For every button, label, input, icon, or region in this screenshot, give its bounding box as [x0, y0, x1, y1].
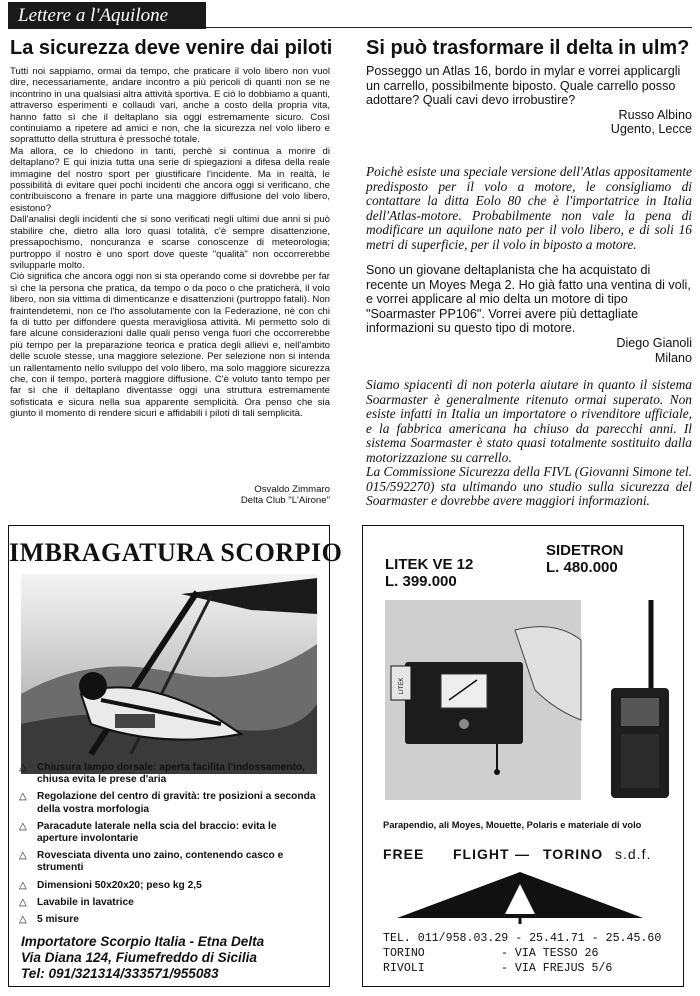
ad-scorpio [8, 525, 343, 987]
brand-flight: FLIGHT [453, 846, 510, 862]
contact-block [383, 931, 677, 976]
feature-item: △ Dimensioni 50x20x20; peso kg 2,5 [19, 879, 202, 891]
letter-2-text: Sono un giovane deltaplanista che ha acquistato di recente un Moyes Mega 2. Ho già fatto una ventina di voli, e vorrei applicare al mio delta un motore di tipo "Soarmaster PP106". Vorrei avere più dettagliate informazioni su questo tipo di motore. [366, 263, 691, 336]
triangle-bullet-icon: △ [19, 820, 27, 832]
letter-2 [366, 263, 692, 365]
ad-freeflight [362, 525, 684, 987]
left-article-title: La sicurezza deve venire dai piloti [10, 37, 333, 59]
address-city: RIVOLI [383, 962, 425, 975]
product-1-price: L. 399.000 [385, 573, 457, 590]
brand-torino: TORINO [543, 846, 604, 862]
harness-photo-art [21, 574, 317, 774]
harness-photo [21, 574, 317, 774]
reply-2 [366, 378, 692, 509]
triangle-bullet-icon: △ [19, 850, 27, 862]
delta-wing-icon [395, 870, 645, 926]
paragraph: Dall'analisi degli incidenti che si sono verificati negli ultimi due anni si può stabilire che, dietro alla loro quasi totalità, c'è sempre disattenzione, pressapochismo, noncuranza e scarse conoscenze di meteorologia; purtroppo il nostro è uno sport dove queste "qualità" non occorrerebbe svilupparle molto. [10, 214, 330, 271]
product-2-name: SIDETRON [546, 542, 624, 559]
address-street: - VIA TESSO 26 [501, 947, 599, 960]
letter-2-name: Diego Gianoli [616, 335, 692, 350]
signature-name: Osvaldo Zimmaro [254, 484, 330, 495]
ad-scorpio-importer [21, 934, 321, 982]
product-2-price: L. 480.000 [546, 559, 618, 576]
address-line [383, 961, 677, 976]
paragraph: Ciò significa che ancora oggi non si sta operando come si dovrebbe per far sì che la persona che pratica, da tempo o da poco o che praticherà, il volo libero, non sia vittima di dimenticanze e disattenzioni (purtroppo fatali). Non fraintendetemi, non ce l'ho assolutamente con la Federazione, nè con chi fa di tutto per diffondere questa meravigliosa attività. Mi permetto solo di fare alcune considerazioni dalle quali penso venga fuori che occorrerebbe più tempo per la preparazione teorica e pratica degli allievi e, nell'ambito delle scuole stesse, una maggiore selezione. Per selezione non si intenda un rallentamento nello sviluppo del volo libero, ma solo maggiore sicurezza che, con il tempo, porterà maggiore diffusione. C'è voluto tanto tempo per far sì che il deltaplano diventasse oggi una struttura estremamente sofisticata e sicura nella sua apparente semplicità. Ora penso che sia giunto il momento di rendere sicuri e affidabili i piloti di tali semplicità. [10, 271, 330, 420]
triangle-bullet-icon: △ [19, 896, 27, 908]
triangle-bullet-icon: △ [19, 762, 27, 773]
product-1 [385, 556, 473, 590]
letter-1-name: Russo Albino [618, 107, 692, 122]
ad-scorpio-title: IMBRAGATURA SCORPIO [9, 538, 343, 567]
address-city: TORINO [383, 947, 425, 960]
product-2 [546, 542, 624, 576]
brand-free: FREE [383, 846, 425, 862]
paragraph: Ma allora, ce lo chiedono in tanti, perchè si continua a morire di deltaplano? E qui inizia tutta una serie di spiegazioni a difesa della reale immagine del nostro sport per giustificare l'incidente. Ma in realtà, le possibilità di evitare quei pochi incidenti che ancora oggi si verificano, che contribuiscono a frenare in parte una maggiore diffusione del volo libero, esistono? [10, 145, 330, 214]
tel-line: TEL. 011/958.03.29 - 25.41.71 - 25.45.60 [383, 932, 662, 945]
paragraph: Tutti noi sappiamo, ormai da tempo, che praticare il volo libero non vuol dire, necessariamente, andare incontro a più pericoli di quanti non se ne incontrino in una qualsiasi altra attività sportiva. E ciò lo dobbiamo a quanti, attraverso esperimenti e collaudi vari, anche a costo della propria vita, hanno fatto sì che il deltaplano sia oggi estremamente sicuro. Così continuiamo a ripetere ad amici e non, che la sicurezza nel volo libero e soprattutto della struttura è pressoché totale. [10, 66, 330, 146]
feature-item: △ Lavabile in lavatrice [19, 896, 134, 908]
ad-tagline: Parapendio, ali Moyes, Mouette, Polaris e materiale di volo [383, 820, 642, 830]
letter-1-text: Posseggo un Atlas 16, bordo in mylar e vorrei applicargli un carrello, possibilmente biposto. Quale carrello posso adottare? Quali cavi devo irrobustire? [366, 64, 681, 108]
feature-item: △ 5 misure [19, 914, 79, 926]
left-article-signature [10, 484, 330, 507]
address-line [383, 946, 677, 961]
importer-line: Via Diana 124, Fiumefreddo di Sicilia [21, 950, 257, 965]
header-rule [206, 27, 692, 28]
left-article-body [10, 66, 330, 420]
feature-item: △ Regolazione del centro di gravità: tre posizioni a seconda della vostra morfologia [19, 791, 316, 815]
products-photo [385, 600, 679, 802]
triangle-bullet-icon: △ [19, 879, 27, 891]
signature-club: Delta Club "L'Airone" [240, 495, 330, 507]
triangle-bullet-icon: △ [19, 791, 27, 803]
product-1-name: LITEK VE 12 [385, 556, 474, 573]
section-header: Lettere a l'Aquilone [8, 2, 206, 29]
reply-1: Poichè esiste una speciale versione dell'Atlas appositamente predisposto per il volo a motore, le consigliamo di contattare la ditta Eolo 80 che è l'importatrice in Italia dell'Atlas-motore. Probabilmente non vale la pena di modificare un aquilone nato per il volo libero, e di soli 16 metri di superficie, per il volo in biposto a motore. [366, 164, 692, 252]
feature-item: △ Chiusura lampo dorsale: aperta facilita l'indossamento, chiusa evita le prese d'aria [19, 762, 305, 786]
brand-name [383, 846, 665, 866]
brand-dash: — [515, 846, 530, 862]
brand-logo [395, 870, 645, 926]
reply-2-part-b: La Commissione Sicurezza della FIVL (Giovanni Simone tel. 015/592270) sta ultimando uno studio sulla sicurezza del Soarmaster e dovrebbe avere maggiori informazioni. [366, 464, 692, 508]
feature-item: △ Paracadute laterale nella scia del braccio: evita le aperture involontarie [19, 820, 277, 845]
triangle-bullet-icon: △ [19, 914, 27, 926]
ad-scorpio-features [19, 762, 319, 931]
brand-sdf: s.d.f. [615, 846, 652, 862]
reply-2-part-a: Siamo spiacenti di non poterla aiutare in quanto il sistema Soarmaster è generalmente ritenuto ormai superato. Non esiste infatti in Italia un importatore o rivenditore ufficiale, e la fabbrica americana ha chiuso da parecchi anni. Il sistema Soarmaster è stato quasi totalmente sostituito dalla motorizzazione su carrello. [366, 377, 692, 465]
feature-item: △ Rovesciata diventa uno zaino, contenendo casco e strumenti [19, 850, 284, 874]
device-label: LITEK [399, 677, 405, 695]
letter-1 [366, 64, 692, 137]
right-article-title: Si può trasformare il delta in ulm? [366, 37, 690, 59]
importer-line: Tel: 091/321314/333571/955083 [21, 966, 219, 981]
importer-line: Importatore Scorpio Italia - Etna Delta [21, 934, 265, 949]
letter-1-place: Ugento, Lecce [610, 122, 692, 137]
products-photo-art [385, 600, 679, 802]
letter-2-place: Milano [654, 350, 692, 365]
address-street: - VIA FREJUS 5/6 [501, 962, 613, 975]
